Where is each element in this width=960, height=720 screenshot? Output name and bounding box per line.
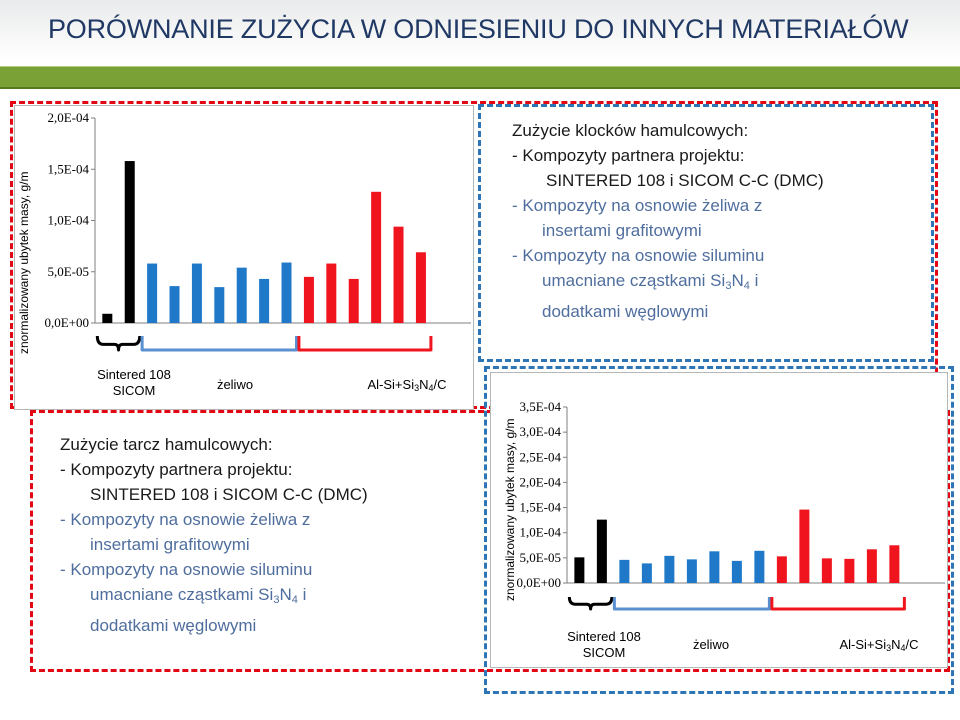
bracket-alsi — [299, 336, 431, 350]
discs-item-alsi-cont2: dodatkami węglowymi — [90, 616, 257, 635]
discs-item-iron: - Kompozyty na osnowie żeliwa z — [60, 510, 311, 529]
blocks-item-alsi: - Kompozyty na osnowie siluminu — [512, 246, 765, 265]
y-tick-label: 3,0E-04 — [519, 424, 561, 440]
y-tick-label: 1,5E-04 — [47, 161, 89, 177]
blocks-description — [512, 118, 922, 324]
y-tick-label: 2,0E-04 — [47, 110, 89, 125]
y-tick-label: 3,5E-04 — [519, 399, 561, 414]
blocks-chart-panel — [14, 105, 474, 410]
discs-group-label-alsi: $Al-Si+Si_3N_4/C$ — [839, 637, 919, 653]
y-tick-label: 1,0E-04 — [47, 212, 89, 228]
blocks-item-iron: - Kompozyty na osnowie żeliwa z — [512, 196, 763, 215]
discs-description — [60, 432, 480, 638]
page-title: PORÓWNANIE ZUŻYCIA W ODNIESIENIU DO INNYCH MATERIAŁÓW — [48, 14, 909, 44]
y-tick-label: 1,5E-04 — [519, 499, 561, 515]
discs-item-partner-detail: SINTERED 108 i SICOM C-C (DMC) — [90, 485, 368, 504]
blocks-heading: Zużycie klocków hamulcowych: — [512, 121, 749, 140]
discs-heading: Zużycie tarcz hamulcowych: — [60, 435, 273, 454]
discs-item-alsi-cont: umacniane cząstkami $Si_3N_4$ i — [90, 585, 307, 606]
title-underline-bar — [0, 66, 960, 89]
discs-group-label-iron: żeliwo — [692, 637, 730, 652]
blocks-item-partner: - Kompozyty partnera projektu: — [512, 146, 745, 165]
y-tick-label: 2,0E-04 — [519, 474, 561, 490]
blocks-group-label-alsi: $Al-Si+Si_3N_4/C$ — [367, 377, 447, 393]
blocks-group-label-partner: Sintered 108 SICOM — [97, 367, 171, 398]
discs-item-partner: - Kompozyty partnera projektu: — [60, 460, 293, 479]
discs-chart-panel — [490, 372, 948, 668]
bracket-iron — [142, 336, 296, 350]
discs-y-axis-label: znormalizowany ubytek masy, g/m — [503, 418, 517, 601]
y-tick-label: 5,0E-05 — [519, 549, 561, 565]
discs-item-alsi: - Kompozyty na osnowie siluminu — [60, 560, 313, 579]
discs-item-iron-cont: insertami grafitowymi — [90, 535, 250, 554]
bracket-iron — [614, 597, 769, 609]
blocks-group-label-iron: żeliwo — [216, 377, 254, 392]
blocks-y-axis-label: znormalizowany ubytek masy, g/m — [17, 171, 31, 354]
y-tick-label: 0,0E+00 — [44, 315, 89, 330]
y-tick-label: 0,0E+00 — [516, 575, 561, 590]
y-tick-label: 2,5E-04 — [519, 449, 561, 465]
blocks-item-alsi-cont2: dodatkami węglowymi — [542, 302, 709, 321]
bracket-alsi — [772, 597, 905, 609]
y-tick-label: 5,0E-05 — [47, 263, 89, 279]
blocks-item-iron-cont: insertami grafitowymi — [542, 221, 702, 240]
y-tick-label: 1,0E-04 — [519, 524, 561, 540]
bracket-partner — [97, 336, 139, 350]
blocks-group-brackets — [15, 106, 473, 409]
discs-group-brackets — [491, 373, 947, 667]
blocks-item-partner-detail: SINTERED 108 i SICOM C-C (DMC) — [546, 171, 824, 190]
discs-group-label-partner: Sintered 108 SICOM — [567, 629, 641, 660]
bracket-partner — [569, 597, 612, 609]
blocks-item-alsi-cont: umacniane cząstkami $Si_3N_4$ i — [542, 271, 759, 292]
